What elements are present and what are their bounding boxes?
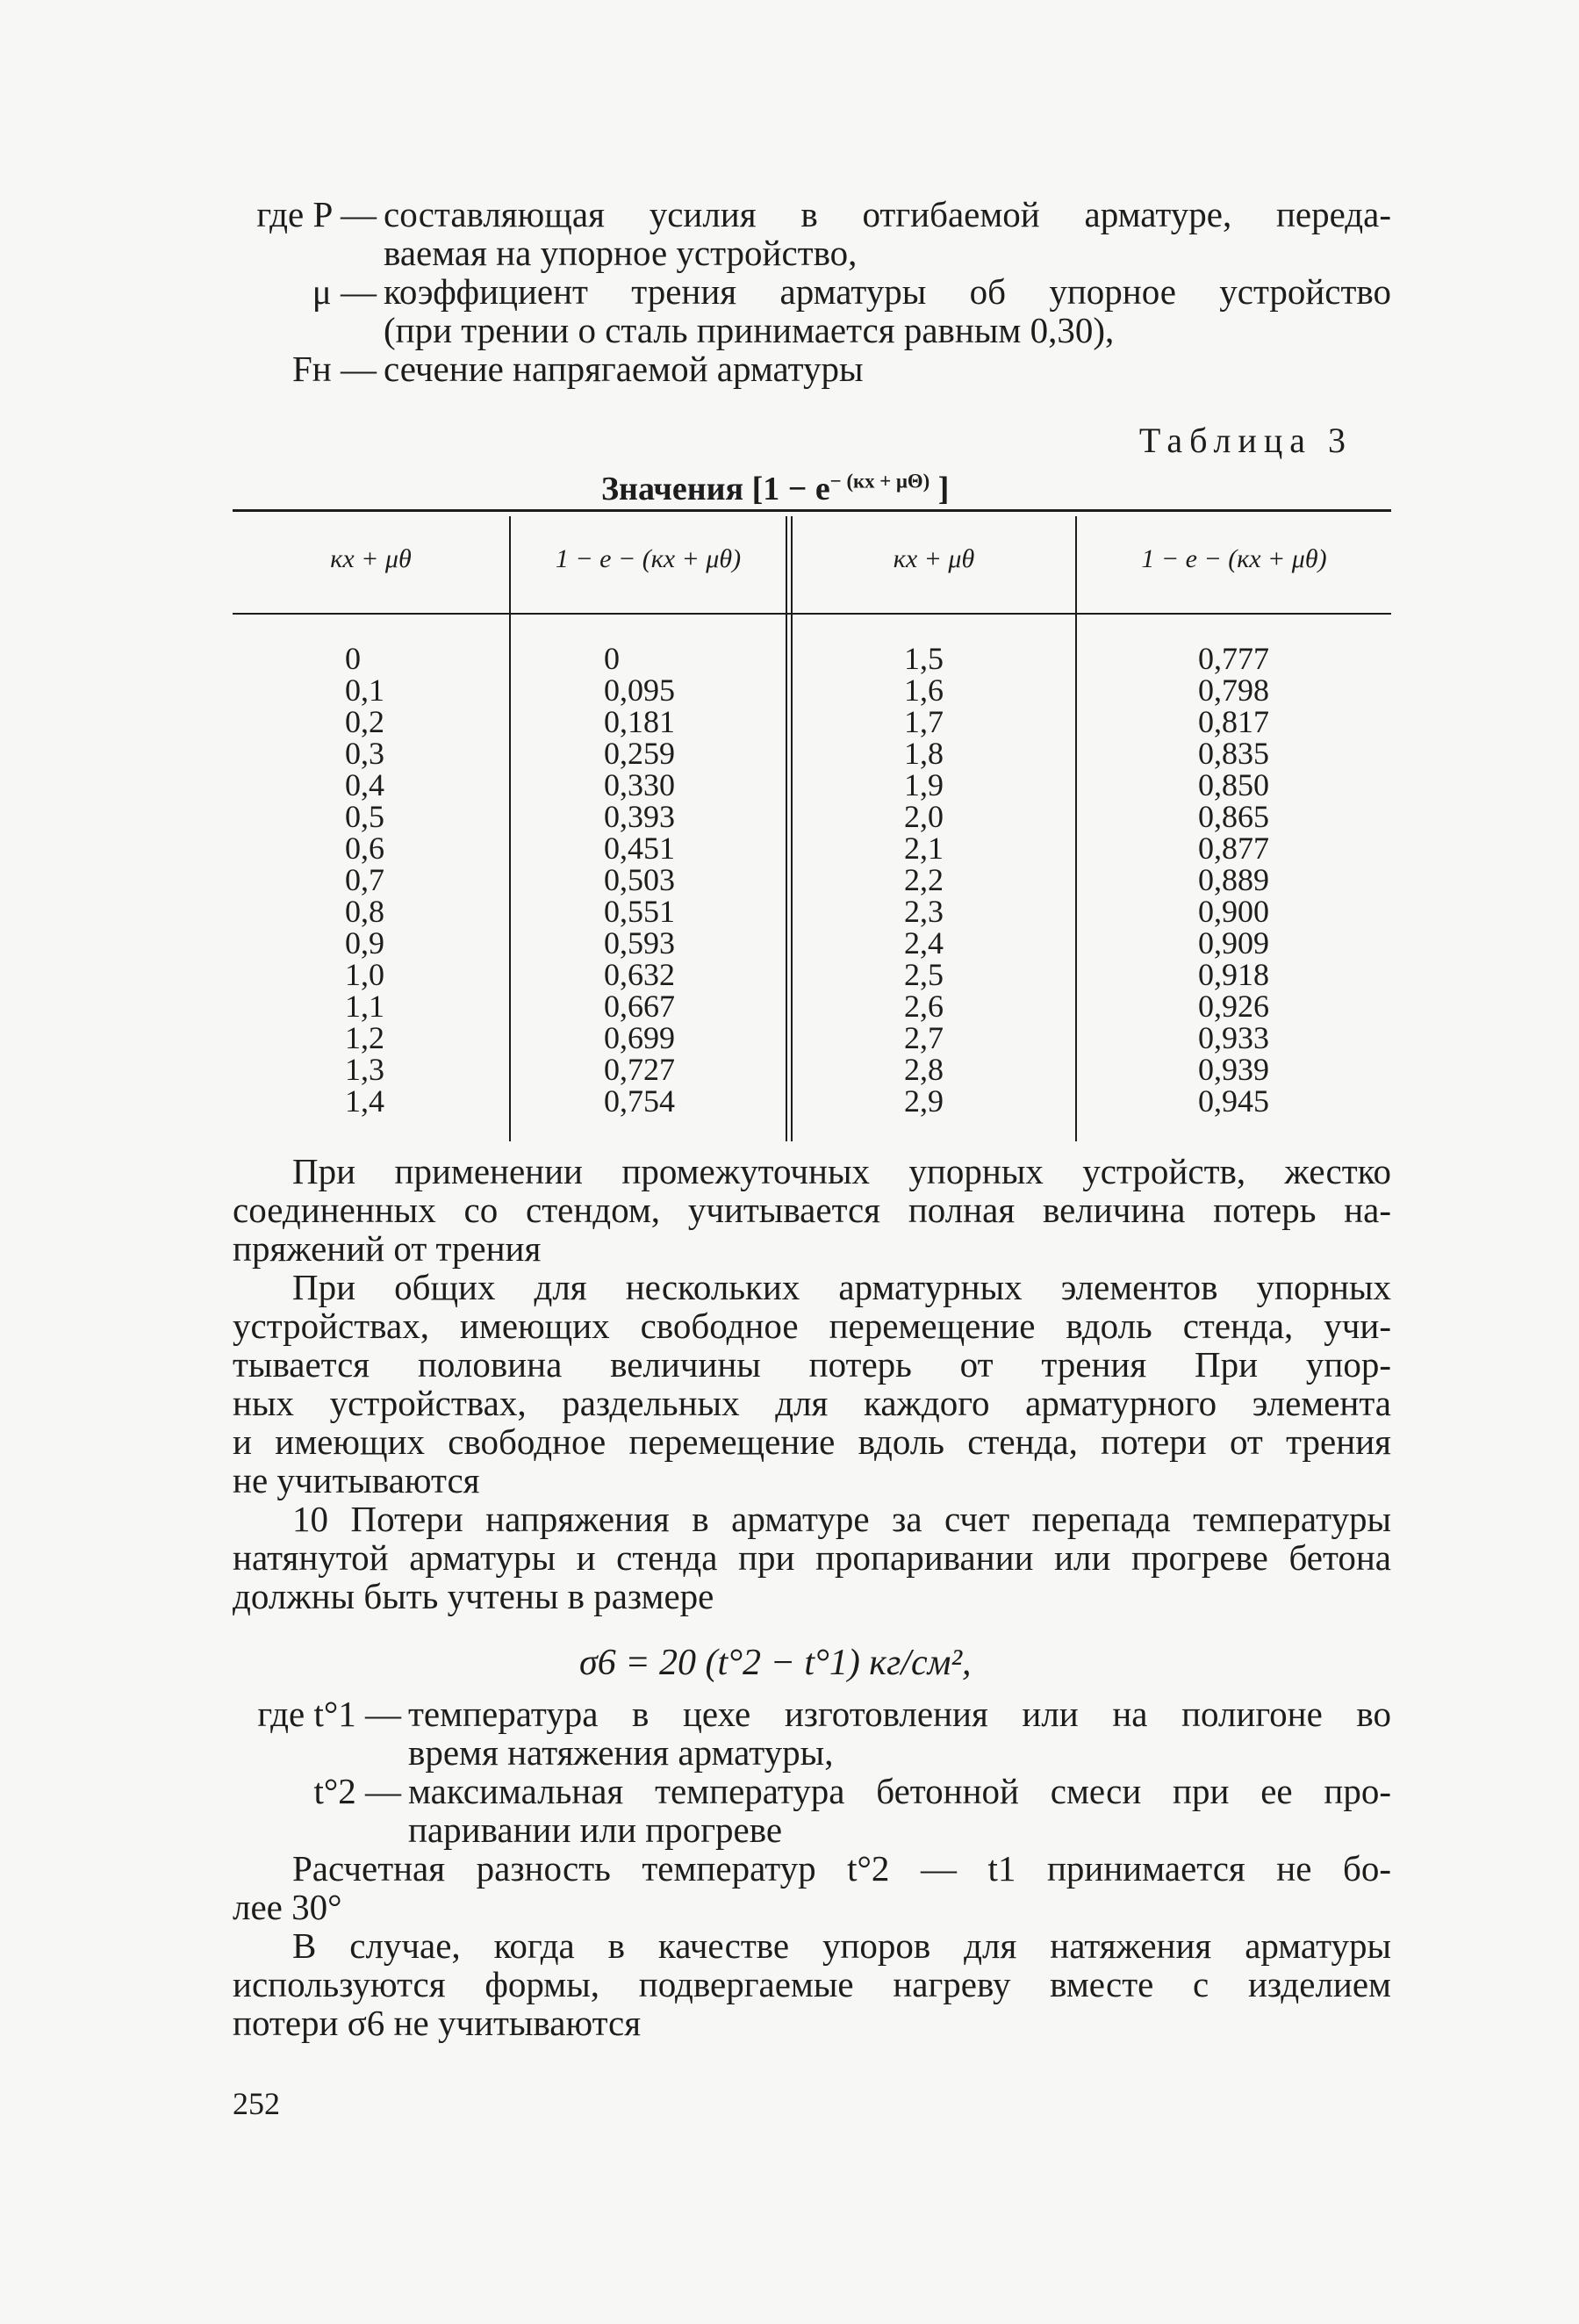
- table-title-exponent: − (кx + μΘ): [829, 470, 930, 493]
- closing-paragraphs: [233, 1849, 1391, 2042]
- table-title: [601, 470, 949, 508]
- table-cell: 0,8: [345, 894, 384, 929]
- table-cell: 0,330: [604, 767, 675, 802]
- table-header-rule: [233, 613, 1391, 615]
- paragraph-line: ных устройствах, раздельных для каждого арматурного элемента: [233, 1383, 1391, 1423]
- table-column-4: [1198, 643, 1269, 1117]
- definition-row: [233, 349, 1391, 388]
- table-cell: 0,945: [1198, 1083, 1269, 1119]
- paragraph-line: лее 30°: [233, 1887, 342, 1927]
- table-cell: 0,6: [345, 831, 384, 866]
- table-cell: 0,865: [1198, 799, 1269, 834]
- paragraph-line: В случае, когда в качестве упоров для натяжения арматуры: [292, 1925, 1391, 1966]
- table-cell: 0: [345, 641, 361, 676]
- definitions-block-2: [233, 1694, 1391, 1849]
- paragraph-line: не учитываются: [233, 1460, 480, 1500]
- table-cell: 0,259: [604, 736, 675, 771]
- formula: σ6 = 20 (t°2 − t°1) кг/см²,: [579, 1643, 972, 1683]
- definition-text: составляющая усилия в отгибаемой арматуре, переда-: [384, 194, 1391, 234]
- definition-text: коэффициент трения арматуры об упорное устройство: [384, 271, 1391, 312]
- table-column-2: [604, 643, 675, 1117]
- table-top-rule: [233, 509, 1391, 512]
- definition-text: температура в цехе изготовления или на полигоне во: [408, 1694, 1391, 1734]
- table-cell: 2,2: [904, 862, 944, 897]
- definition-symbol: t°2 —: [313, 1771, 401, 1811]
- table-cell: 0,777: [1198, 641, 1269, 676]
- paragraph-line: пряжений от трения: [233, 1228, 542, 1269]
- definition-row: [233, 1772, 1391, 1849]
- paragraph-line: соединенных со стендом, учитывается полная величина потерь на-: [233, 1190, 1391, 1230]
- definition-row: [233, 1694, 1391, 1772]
- paragraph-line: потери σ6 не учитываются: [233, 2003, 642, 2043]
- table-cell: 2,5: [904, 957, 944, 992]
- table-cell: 0,2: [345, 704, 384, 739]
- paragraph-line: Расчетная разность температур t°2 — t1 принимается не бо-: [292, 1848, 1391, 1889]
- table-cell: 0,9: [345, 925, 384, 961]
- table-cell: 0,095: [604, 673, 675, 708]
- column-divider-double: [786, 516, 793, 1141]
- table-cell: 1,5: [904, 641, 944, 676]
- table-cell: 0,918: [1198, 957, 1269, 992]
- definition-symbol: Fн —: [292, 349, 377, 389]
- table-cell: 0,181: [604, 704, 675, 739]
- table-cell: 0,889: [1198, 862, 1269, 897]
- table-cell: 1,4: [345, 1083, 384, 1119]
- table-cell: 0,451: [604, 831, 675, 866]
- paragraph-line: должны быть учтены в размере: [233, 1576, 714, 1616]
- definition-text: сечение напрягаемой арматуры: [384, 349, 864, 389]
- table-cell: 0,593: [604, 925, 675, 961]
- table-cell: 0,7: [345, 862, 384, 897]
- definitions-block: [233, 195, 1391, 388]
- table-header: 1 − e − (кx + μθ): [555, 544, 742, 573]
- paragraph-line: используются формы, подвергаемые нагреву вместе с изделием: [233, 1964, 1391, 2004]
- definition-text: максимальная температура бетонной смеси при ее про-: [408, 1771, 1391, 1811]
- table-column-3: [904, 643, 944, 1117]
- table-cell: 0,933: [1198, 1020, 1269, 1055]
- table-cell: 1,6: [904, 673, 944, 708]
- table-cell: 0,632: [604, 957, 675, 992]
- paragraph-line: и имеющих свободное перемещение вдоль стенда, потери от трения: [233, 1421, 1391, 1462]
- table-cell: 1,3: [345, 1052, 384, 1087]
- table-cell: 1,8: [904, 736, 944, 771]
- values-table: [233, 509, 1391, 1141]
- table-cell: 0,667: [604, 989, 675, 1024]
- table-cell: 2,9: [904, 1083, 944, 1119]
- table-header: кx + μθ: [893, 544, 975, 573]
- table-cell: 2,7: [904, 1020, 944, 1055]
- table-cell: 0,754: [604, 1083, 675, 1119]
- table-cell: 2,4: [904, 925, 944, 961]
- table-cell: 0: [604, 641, 620, 676]
- table-cell: 1,9: [904, 767, 944, 802]
- table-cell: 0,699: [604, 1020, 675, 1055]
- definition-text: (при трении о сталь принимается равным 0,30),: [384, 310, 1115, 350]
- table-caption: Таблица 3: [1138, 421, 1353, 460]
- table-cell: 0,798: [1198, 673, 1269, 708]
- table-cell: 0,926: [1198, 989, 1269, 1024]
- table-cell: 0,877: [1198, 831, 1269, 866]
- table-cell: 1,0: [345, 957, 384, 992]
- definition-symbol: где P —: [256, 194, 377, 234]
- table-cell: 0,503: [604, 862, 675, 897]
- table-cell: 0,939: [1198, 1052, 1269, 1087]
- table-header: кx + μθ: [330, 544, 412, 573]
- table-cell: 2,1: [904, 831, 944, 866]
- table-column-1: [345, 643, 384, 1117]
- table-cell: 0,1: [345, 673, 384, 708]
- body-paragraphs-2: [233, 1694, 1391, 2042]
- column-divider: [1075, 516, 1077, 1141]
- table-cell: 0,5: [345, 799, 384, 834]
- table-cell: 2,8: [904, 1052, 944, 1087]
- table-cell: 2,6: [904, 989, 944, 1024]
- table-cell: 1,7: [904, 704, 944, 739]
- definition-text: паривании или прогреве: [408, 1810, 783, 1850]
- table-cell: 2,0: [904, 799, 944, 834]
- table-cell: 0,4: [345, 767, 384, 802]
- table-cell: 0,393: [604, 799, 675, 834]
- table-cell: 0,3: [345, 736, 384, 771]
- table-cell: 0,909: [1198, 925, 1269, 961]
- table-cell: 0,900: [1198, 894, 1269, 929]
- definition-symbol: μ —: [312, 271, 377, 312]
- paragraph-line: тывается половина величины потерь от трения При упор-: [233, 1344, 1391, 1385]
- table-cell: 1,2: [345, 1020, 384, 1055]
- paragraph-line: При общих для нескольких арматурных элементов упорных: [292, 1267, 1391, 1307]
- paragraph-line: устройствах, имеющих свободное перемещение вдоль стенда, учи-: [233, 1306, 1391, 1346]
- table-cell: 0,817: [1198, 704, 1269, 739]
- table-title-text: Значения [1 − e: [601, 471, 830, 507]
- definition-text: время натяжения арматуры,: [408, 1732, 834, 1773]
- table-cell: 0,551: [604, 894, 675, 929]
- paragraph-line: При применении промежуточных упорных устройств, жестко: [292, 1151, 1391, 1191]
- table-cell: 0,850: [1198, 767, 1269, 802]
- body-paragraphs-1: [233, 1152, 1391, 1615]
- table-cell: 1,1: [345, 989, 384, 1024]
- paragraph-line: натянутой арматуры и стенда при пропаривании или прогреве бетона: [233, 1537, 1391, 1578]
- table-title-close: ]: [937, 471, 950, 507]
- table-cell: 2,3: [904, 894, 944, 929]
- paragraph-line: 10 Потери напряжения в арматуре за счет перепада температуры: [292, 1499, 1391, 1539]
- table-cell: 0,835: [1198, 736, 1269, 771]
- definition-symbol: где t°1 —: [257, 1694, 401, 1734]
- definition-row: [233, 195, 1391, 272]
- definition-row: [233, 272, 1391, 349]
- table-cell: 0,727: [604, 1052, 675, 1087]
- page-number: 252: [233, 2086, 280, 2121]
- table-header: 1 − e − (кx + μθ): [1141, 544, 1327, 573]
- definition-text: ваемая на упорное устройство,: [384, 233, 858, 273]
- column-divider: [509, 516, 511, 1141]
